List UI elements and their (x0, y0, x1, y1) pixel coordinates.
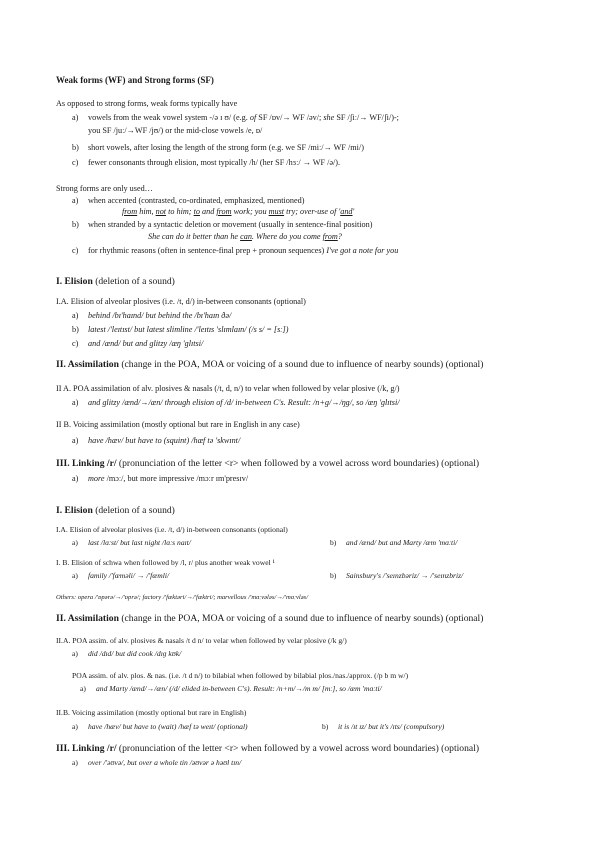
heading-rest: (change in the POA, MOA or voicing of a sound due to influence of nearby sounds) (optional) (118, 613, 484, 624)
s1-linking-a (72, 474, 248, 484)
ex-word: not (155, 207, 167, 216)
strong-c-example: I've got a note for you (326, 246, 399, 255)
s2-iia-a-text: did /dɪd/ but did cook /dɪɡ kʊk/ (88, 649, 182, 658)
intro-item-c (72, 158, 340, 168)
s2-ib-a-text: family /'fæməli/ → /'fæmli/ (88, 571, 170, 580)
s1-iia-a (72, 398, 400, 408)
heading-bold: I. Elision (56, 276, 93, 287)
s2-elision-heading (56, 506, 175, 516)
ex-word: from (122, 207, 138, 216)
s2-ia-a-text: last /lɑːst/ but last night /lɑːs naɪt/ (88, 538, 191, 547)
ex-text: to him; (166, 207, 194, 216)
s2-poa2-a (80, 684, 382, 694)
intro-a-text: vowels from the weak vowel system -/ə ɪ ʊ/ (e.g. (88, 113, 250, 122)
s2-linking-a (72, 758, 241, 768)
heading-rest: (deletion of a sound) (92, 505, 175, 516)
ex-text: him, (137, 207, 156, 216)
s1-ia-a-text: behind /bɪ'haɪnd/ but behind the /bɪ'haɪn ðə/ (88, 311, 232, 320)
item-label: a) (80, 684, 86, 693)
s2-ia: I.A. Elision of alveolar plosives (i.e. /t, d/) in-between consonants (optional) (56, 525, 288, 534)
intro-a-mid1: SF /ɒv/→ WF /əv/; (256, 113, 324, 122)
s1-ia-c (72, 339, 203, 349)
s2-iib-a (72, 722, 248, 732)
s1-iia-a-text: and glitzy /ænd/→/æn/ through elision of /d/ in-between C's. Result: /n+g/→/ŋɡ/, so /æŋ 'ɡlɪtsi/ (88, 398, 400, 407)
strong-lead: Strong forms are only used… (56, 184, 153, 193)
s2-ia-b (330, 538, 457, 548)
s1-ia-b-text: latest /'leɪtɪst/ but latest slimline /'leɪtɪs 'slɪmlaɪn/ (/s s/ = [sː]) (88, 325, 289, 334)
item-label: c) (72, 246, 79, 255)
strong-item-b (72, 220, 372, 230)
item-label: a) (72, 474, 79, 483)
heading-bold: II. Assimilation (56, 613, 119, 624)
item-label: a) (72, 649, 78, 658)
intro-item-b (72, 143, 364, 153)
ex-text: work; you (231, 207, 269, 216)
item-label: c) (72, 158, 79, 167)
s2-ib-a (72, 571, 169, 581)
item-label: b) (72, 220, 79, 229)
ex-word: and (340, 207, 353, 216)
ex-text: and (199, 207, 217, 216)
s2-link-a-text: over /'əʊvə/, but over a whole tin /əʊvər ə həʊl tɪn/ (88, 758, 242, 767)
s1-link-a-text: /mɔː/, but more impressive /mɔːr ɪm'presɪv/ (104, 474, 249, 483)
heading-rest: (pronunciation of the letter <r> when followed by a vowel across word boundaries) (optional) (116, 743, 480, 754)
intro-c-text: fewer consonants through elision, most typically /h/ (her SF /hɜː/ → WF /ə/). (88, 158, 341, 167)
s1-linking-heading (56, 459, 479, 469)
item-label: a) (72, 311, 79, 320)
heading-bold: II. Assimilation (56, 359, 119, 370)
s2-others: Others: opera /'ɒpərə/→/'ɒprə/; factory /'fæktəri/→/'fæktri/; marvellous /'mɑːvələs/→/'mɑːvləs/ (56, 594, 309, 601)
s2-poa2: POA assim. of alv. plos. & nas. (i.e. /t d n/) to bilabial when followed by bilabial plos./nas./approx. (/p b m w/) (72, 671, 409, 680)
intro-item-a (72, 113, 399, 123)
ex-word: to (193, 207, 200, 216)
s1-iib-a-text: have /hæv/ but have to (squint) /hæf tə 'skwɪnt/ (88, 436, 241, 445)
item-label: b) (330, 538, 337, 547)
s1-iib: II B. Voicing assimilation (mostly optional but rare in English in any case) (56, 420, 300, 429)
item-label: b) (330, 571, 337, 580)
s1-iia: II A. POA assimilation of alv. plosives & nasals (/t, d, n/) to velar when followed by velar plosive (/k, g/) (56, 384, 400, 393)
item-label: a) (72, 436, 79, 445)
intro-item-a-cont: you SF /juː/→WF /jʊ/) or the mid-close vowels /e, ɒ/ (88, 126, 263, 135)
ex-word: from (322, 232, 338, 241)
s2-linking-heading (56, 744, 479, 754)
s2-assimilation-heading (56, 614, 483, 624)
s2-iib: II.B. Voicing assimilation (mostly optional but rare in English) (56, 708, 247, 717)
ex-text: ? (337, 232, 342, 241)
strong-item-a (72, 196, 304, 206)
s1-link-a-word: more (88, 474, 105, 483)
s1-ia-c-text: and /ænd/ but and glitzy /æŋ 'ɡlɪtsi/ (88, 339, 204, 348)
strong-b-examples (148, 232, 342, 242)
item-label: a) (72, 113, 79, 122)
s1-iib-a (72, 436, 240, 446)
ex-word: must (268, 207, 285, 216)
item-label: b) (322, 722, 329, 731)
s1-ia: I.A. Elision of alveolar plosives (i.e. /t, d/) in-between consonants (optional) (56, 297, 306, 306)
item-label: a) (72, 196, 79, 205)
item-label: b) (72, 143, 79, 152)
s2-iib-b-text: it is /ɪt ɪz/ but it's /ɪts/ (compulsory) (338, 722, 445, 731)
intro-lead: As opposed to strong forms, weak forms typically have (56, 99, 238, 108)
ex-text: She can do it better than he (148, 232, 241, 241)
strong-a-examples (122, 207, 354, 217)
ex-word: from (216, 207, 232, 216)
s2-iia-a (72, 649, 181, 659)
heading-rest: (pronunciation of the letter <r> when followed by a vowel across word boundaries) (optional) (116, 458, 480, 469)
s2-iib-b (322, 722, 444, 732)
item-label: a) (72, 398, 79, 407)
intro-a-mid2: SF /ʃiː/→ WF/ʃi/)-; (334, 113, 399, 122)
s2-iia: II.A. POA assim. of alv. plosives & nasals /t d n/ to velar when followed by velar plosive (/k g/) (56, 636, 347, 645)
item-label: a) (72, 571, 78, 580)
heading-bold: I. Elision (56, 505, 93, 516)
s2-poa2-a-text: and Marty /ænd/→/æn/ (/d/ elided in-between C's). Result: /n+m/→/m m/ [mː], so /æm 'mɑːti/ (96, 684, 382, 693)
intro-a-ex2: she (323, 113, 335, 122)
intro-a-ex1: of (249, 113, 257, 122)
s1-ia-a (72, 311, 231, 321)
ex-word: can (240, 232, 252, 241)
s1-assimilation-heading (56, 360, 483, 370)
item-label: a) (72, 538, 78, 547)
s2-ib: I. B. Elision of schwa when followed by /l, r/ plus another weak vowel ¹ (56, 558, 275, 567)
ex-text: . Where do you come (251, 232, 323, 241)
heading-rest: (change in the POA, MOA or voicing of a sound due to influence of nearby sounds) (optional) (118, 359, 484, 370)
page-title: Weak forms (WF) and Strong forms (SF) (56, 75, 214, 85)
s2-ia-a (72, 538, 191, 548)
heading-bold: III. Linking /r/ (56, 743, 117, 754)
item-label: a) (72, 758, 78, 767)
strong-c-text: for rhythmic reasons (often in sentence-final prep + pronoun sequences) (88, 246, 327, 255)
item-label: a) (72, 722, 78, 731)
s2-ia-b-text: and /ænd/ but and Marty /æm 'mɑːti/ (346, 538, 458, 547)
intro-b-text: short vowels, after losing the length of the strong form (e.g. we SF /miː/→ WF /mi/) (88, 143, 364, 152)
s2-iib-a-text: have /hæv/ but have to (wait) /hæf tə weɪt/ (optional) (88, 722, 248, 731)
strong-b-text: when stranded by a syntactic deletion or movement (usually in sentence-final position) (88, 220, 373, 229)
ex-text: try; over-use of ' (284, 207, 341, 216)
s1-ia-b (72, 325, 288, 335)
ex-text: ' (352, 207, 355, 216)
item-label: c) (72, 339, 79, 348)
item-label: b) (72, 325, 79, 334)
heading-rest: (deletion of a sound) (92, 276, 175, 287)
s1-elision-heading (56, 277, 175, 287)
s2-ib-b (330, 571, 463, 581)
strong-item-c (72, 246, 398, 256)
strong-a-text: when accented (contrasted, co-ordinated, emphasized, mentioned) (88, 196, 305, 205)
heading-bold: III. Linking /r/ (56, 458, 117, 469)
s2-ib-b-text: Sainsbury's /'seɪnzbəriz/ → /'seɪnzbriz/ (346, 571, 464, 580)
